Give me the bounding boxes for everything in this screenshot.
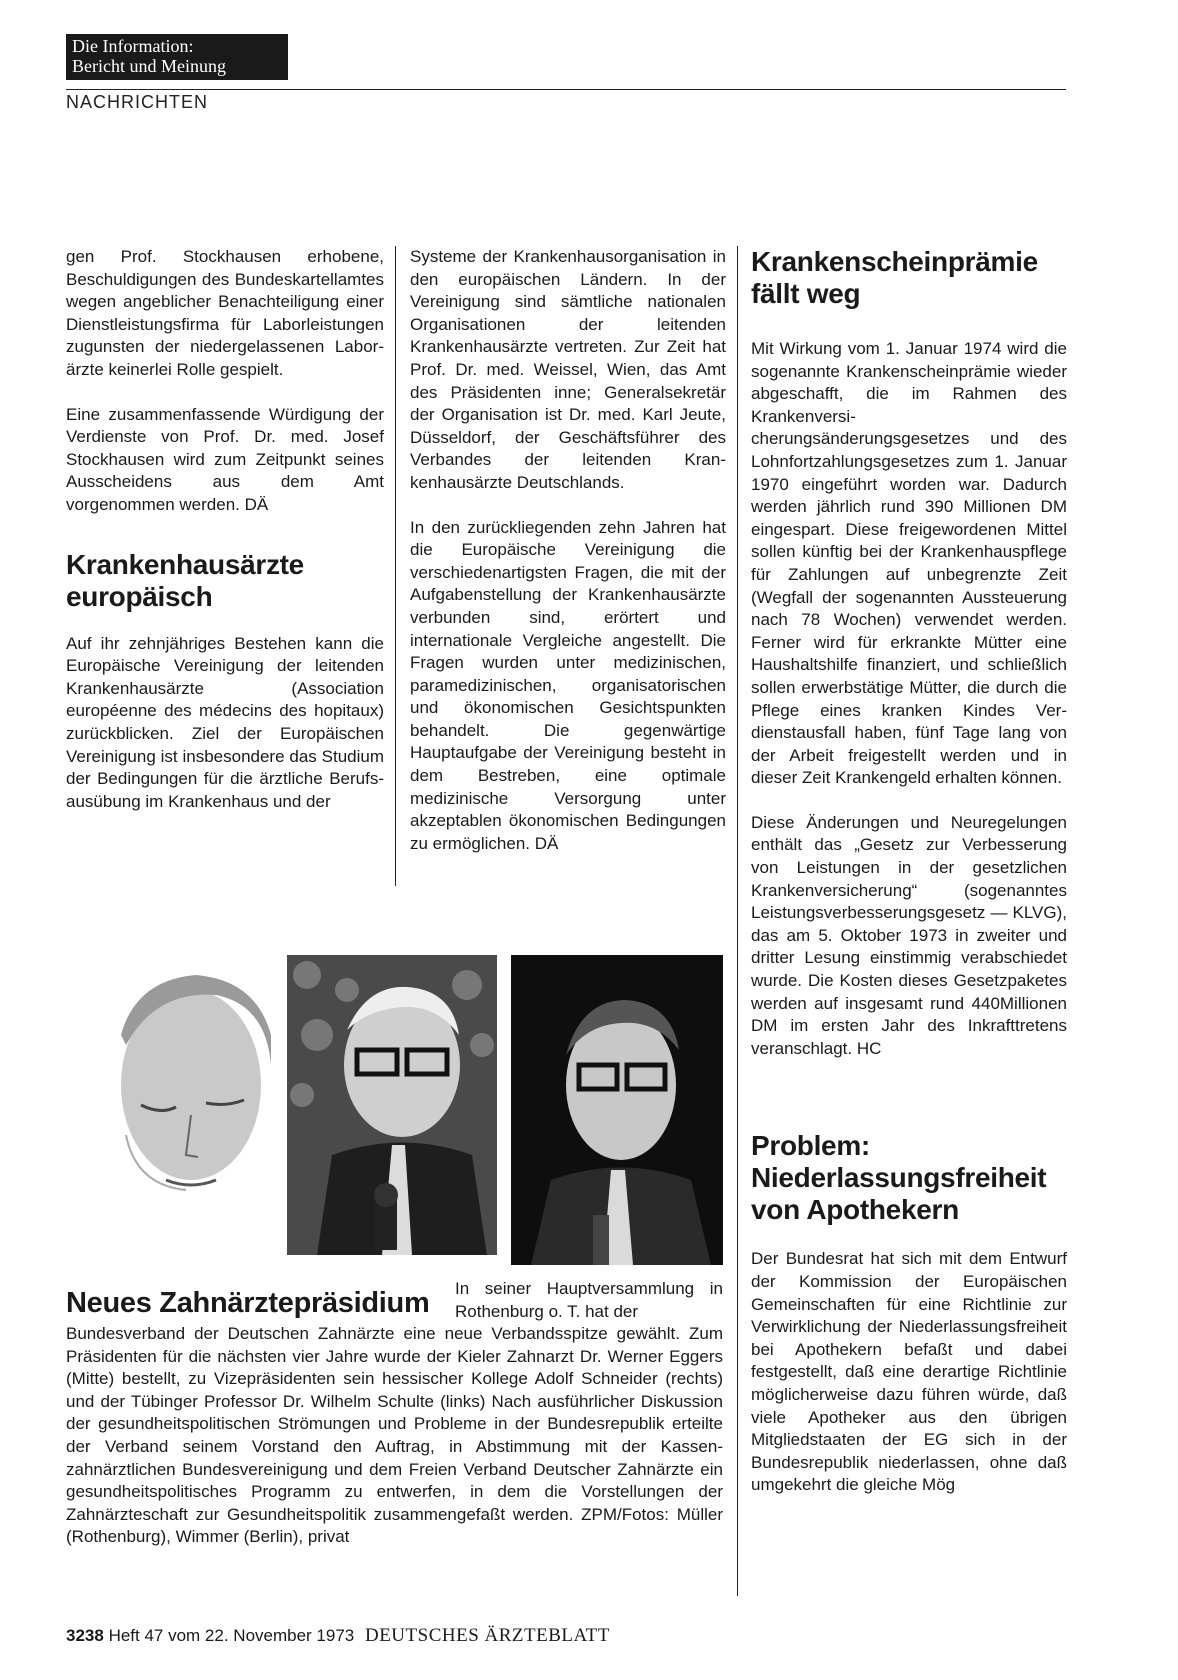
article-krankenscheinpraemie-p1: Mit Wirkung vom 1. Januar 1974 wird die sogenannte Krankenscheinprämie wieder abgeschafft, die im Rahmen des Krankenversicherungsänderungsgesetzes und des Lohnfortzahlungsgesetzes zum 1. Januar 1970 eingeführt worden war. Dadurch werden jährlich rund 390 Millionen DM eingespart. Diese freigewordenen Mittel sollen künftig bei der Krankenhauspflege für Zahlungen auf unbegrenzte Zeit (Wegfall der sogenannten Aussteuerung nach 78 Wochen) verwendet werden. Ferner wird für erkrankte Mütter eine Haushaltshilfe finanziert, und schließlich sollen erwerbstätige Mütter, die durch die Pflege eines kranken Kindes Verdienstausfall haben, fünf Tage lang von der Arbeit freigestellt werden und in dieser Zeit Krankengeld erhalten können. xyxy=(751,339,1067,788)
headline-zahnaerztepraesidium: Neues Zahnärztepräsidium xyxy=(66,1287,430,1319)
photo-left-portrait xyxy=(66,975,281,1240)
article-apotheker-p1: Der Bundesrat hat sich mit dem Entwurf der Kommission der Europäischen Gemeinschaften für eine Richtlinie zur Verwirklichung der Niederlassungsfreiheit bei Apothekern befaßt und dabei festgestellt, daß eine derartige Richtlinie möglicherweise dazu führen würde, daß viele Apotheker aus den übrigen Mitgliedstaaten der EG sich in der Bundesrepublik niederlassen, ohne daß umgekehrt die gleiche Mög xyxy=(751,1249,1067,1495)
publication-name: DEUTSCHES ÄRZTEBLATT xyxy=(364,1625,610,1646)
article-krankenhausaerzte-p1: Auf ihr zehnjähriges Bestehen kann die Europäische Vereinigung der leitenden Krankenhausärzte (Association européenne des médecins des hopitaux) zurückblicken. Ziel der Europäischen Vereinigung ist insbesondere das Studium der Bedingungen für die ärztliche Berufsausübung im Krankenhaus und der xyxy=(66,633,384,811)
article-stockhausen-p2: Eine zusammenfassende Würdigung der Verdienste von Prof. Dr. med. Josef Stockhausen wird zum Zeitpunkt seines Ausscheidens aus dem Amt vorgenommen werden. DÄ xyxy=(66,404,384,514)
caption-body: Bundesverband der Deutschen Zahnärzte eine neue Verbandsspitze gewählt. Zum Präsidenten für die nächsten vier Jahre wurde der Kieler Zahnarzt Dr. Werner Eggers (Mitte) bestellt, zu Vizepräsidenten sein hessischer Kollege Adolf Schneider (rechts) und der Tübinger Professor Dr. Wilhelm Schulte (links) Nach ausführlicher Diskussion der gesundheitspolitischen Strömungen und Probleme in der Bundesrepublik erteilte der Verband seinem Vorstand den Auftrag, in Abstimmung mit der Kassenzahnärztlichen Bundesvereinigung und dem Freien Verband Deutscher Zahnärzte ein gesundheitspolitisches Programm zu entwerfen, in dem die Vorstellungen der Zahnärzteschaft zur Gesundheitspolitik zusammengefaßt werden. ZPM/Fotos: Müller (Rothenburg), Wimmer (Berlin), privat xyxy=(66,1324,723,1547)
masthead-line2: Bericht und Meinung xyxy=(72,56,226,76)
headline-krankenhausaerzte: Krankenhausärzte europäisch xyxy=(66,548,304,612)
headline-apotheker: Problem: Niederlassungsfreiheit von Apothekern xyxy=(751,1130,1047,1226)
article-krankenhausaerzte-p3: In den zurückliegenden zehn Jahren hat die Europäische Vereinigung die verschiedenartigsten Fragen, die mit der Aufgabenstellung der Krankenhausärzte verbunden sind, erörtert und internationale Vergleiche angestellt. Die Fragen wurden unter medizinischen, paramedizinischen, organisatorischen und ökonomischen Gesichtspunkten behandelt. Die gegenwärtige Hauptaufgabe der Vereinigung besteht in dem Bestreben, eine optimale medizinische Versorgung unter akzeptablen ökonomischen Bedingungen zu ermöglichen. DÄ xyxy=(410,517,726,853)
article-krankenhausaerzte-p2: Systeme der Krankenhausorganisation in den europäischen Ländern. In der Vereinigung sind sämtliche nationalen Organisationen der leitenden Krankenhausärzte vertreten. Zur Zeit hat Prof. Dr. med. Weissel, Wien, das Amt des Präsidenten inne; Generalsekretär der Organisation ist Dr. med. Karl Jeute, Düsseldorf, der Geschäftsführer des Verbandes der leitenden Krankenhausärzte Deutschlands. xyxy=(410,247,726,492)
issue-info: Heft 47 vom 22. November 1973 xyxy=(108,1626,355,1645)
photo-center-portrait xyxy=(287,955,497,1255)
column-2 xyxy=(410,246,726,877)
masthead xyxy=(66,34,288,80)
article-krankenscheinpraemie-p2: Diese Änderungen und Neuregelungen enthält das „Gesetz zur Verbesserung von Leistungen in der gesetzlichen Krankenversicherung“ (sogenanntes Leistungsverbesserungsgesetz — KLVG), das am 5. Oktober 1973 in zweiter und dritter Lesung einstimmig verabschiedet wurde. Die Kosten dieses Gesetzpaketes werden auf insgesamt rund 440Millionen DM im ersten Jahr des Inkrafttretens veranschlagt. HC xyxy=(751,812,1067,1058)
caption-first-line: In seiner Hauptversammlung in Rothenburg o. T. hat der xyxy=(455,1279,723,1321)
column-rule-2 xyxy=(737,246,738,1596)
header-rule xyxy=(66,89,1066,90)
column-3 xyxy=(751,246,1067,1519)
footer xyxy=(66,1625,610,1647)
headline-krankenscheinpraemie: Krankenscheinprämie fällt weg xyxy=(751,246,1038,309)
column-1 xyxy=(66,246,384,835)
column-rule-1 xyxy=(395,246,396,886)
photo-right-portrait xyxy=(511,955,723,1265)
masthead-line1: Die Information: xyxy=(72,36,194,56)
article-stockhausen-p1: gen Prof. Stockhausen erhobene, Beschuldigungen des Bundeskartellamtes wegen angeblicher Benachteiligung einer Dienstleistungsfirma für Laborleistungen zugunsten der niedergelassenen Laborärzte keinerlei Rolle gespielt. xyxy=(66,247,384,379)
page-number: 3238 xyxy=(66,1626,104,1645)
section-label: NACHRICHTEN xyxy=(66,92,209,112)
